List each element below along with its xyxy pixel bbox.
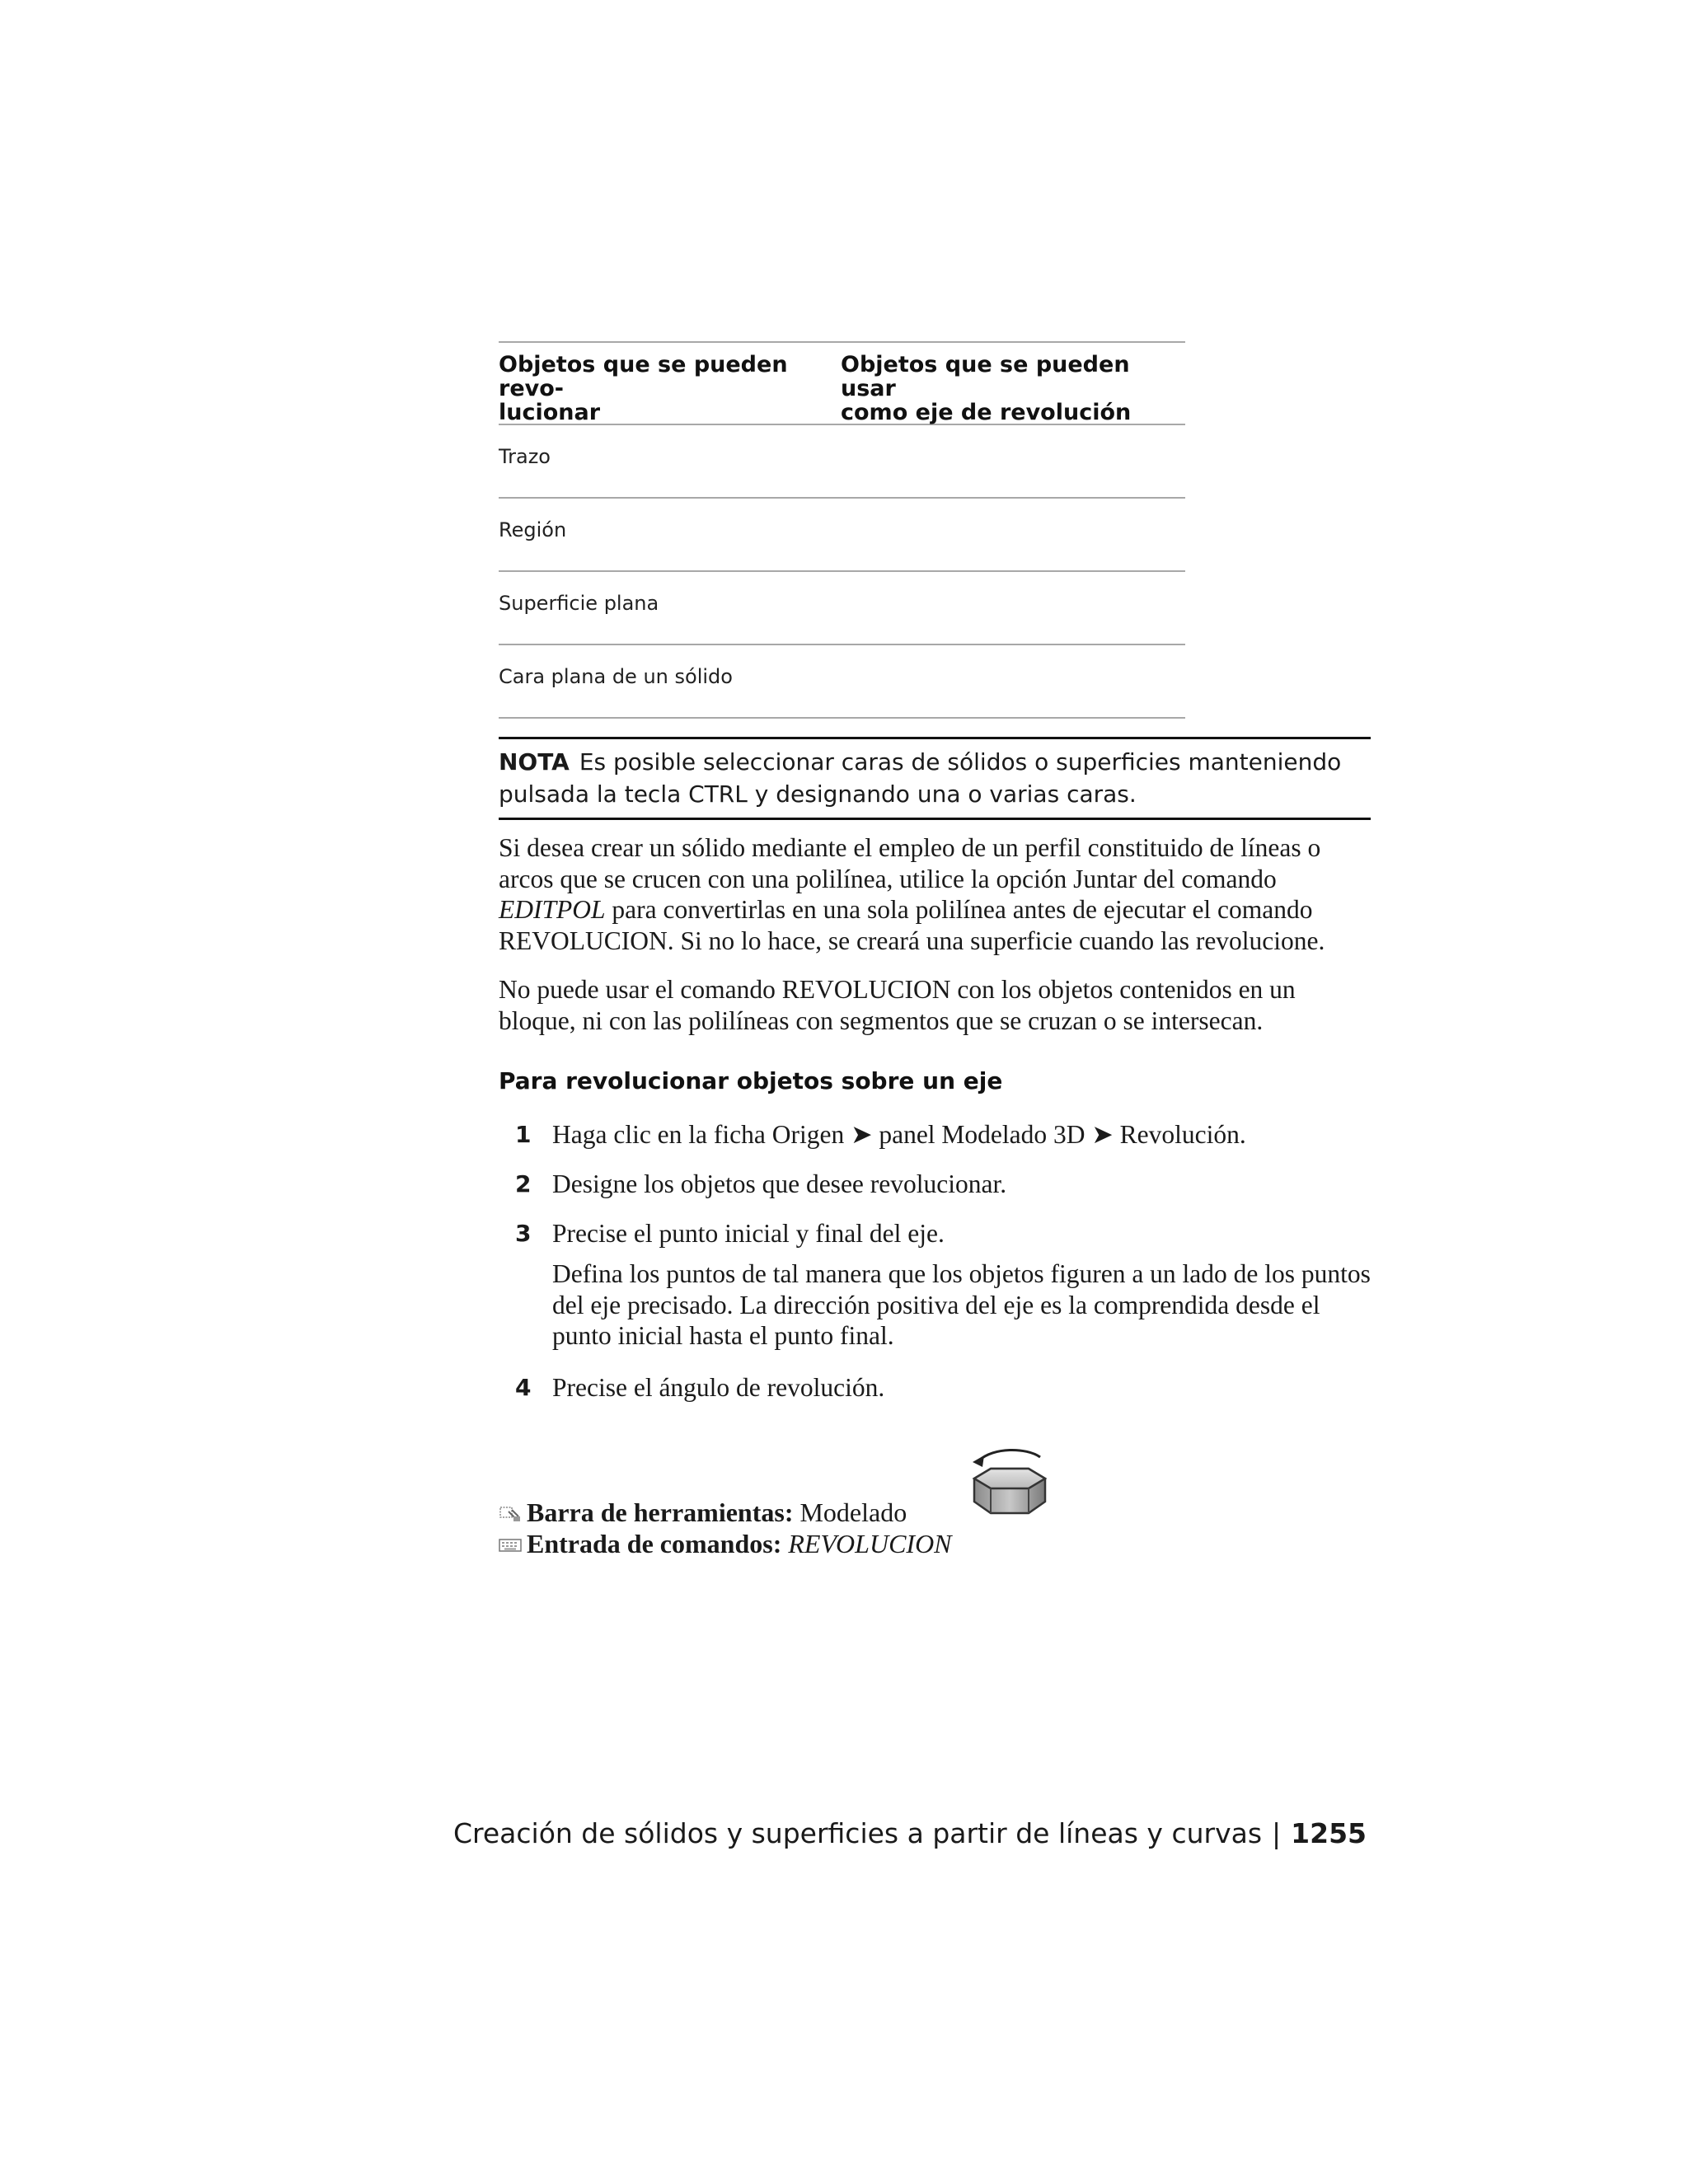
procedure-heading: Para revolucionar objetos sobre un eje xyxy=(499,1067,1003,1094)
objects-table xyxy=(499,341,1185,719)
table-header-text: Objetos que se pueden usar como eje de revolución xyxy=(841,352,1132,425)
table-row xyxy=(499,645,1185,717)
page-number: 1255 xyxy=(1291,1817,1367,1849)
step-number: 2 xyxy=(515,1170,532,1197)
step-number: 4 xyxy=(515,1374,532,1401)
toolbar-label: Barra de herramientas: xyxy=(527,1497,794,1527)
step-text: Precise el ángulo de revolución. xyxy=(552,1373,885,1402)
step-number: 3 xyxy=(515,1220,532,1247)
toolbar-value: Modelado xyxy=(799,1497,907,1527)
command-name: EDITPOL xyxy=(499,895,606,924)
step-text: Designe los objetos que desee revolucionar. xyxy=(552,1169,1007,1198)
step-text: Haga clic en la ficha Origen ➤ panel Modelado 3D ➤ Revolución. xyxy=(552,1120,1246,1149)
table-header-text: Objetos que se pueden revo- lucionar xyxy=(499,352,788,425)
note-box xyxy=(499,737,1371,820)
step-number: 1 xyxy=(515,1121,532,1148)
paragraph-editpol: Si desea crear un sólido mediante el empleo de un perfil constituido de líneas o arcos que se crucen con una polilínea, utilice la opción Juntar del comando EDITPOL para convertirlas en una sola polilínea antes de ejecutar el comando REVOLUCION. Si no lo hace, se creará una superficie cuando las revolucione. xyxy=(499,833,1325,955)
footer-title: Creación de sólidos y superficies a partir de líneas y curvas xyxy=(452,1817,1263,1849)
command-value: REVOLUCION xyxy=(788,1529,952,1558)
table-row xyxy=(499,425,1185,497)
toolbar-line xyxy=(499,1497,907,1528)
paragraph-restriction: No puede usar el comando REVOLUCION con los objetos contenidos en un bloque, ni con las polilíneas con segmentos que se cruzan o se intersecan. xyxy=(499,975,1296,1035)
table-row xyxy=(499,572,1185,644)
toolbar-icon xyxy=(499,1505,522,1523)
table-rule xyxy=(499,717,1185,719)
step-text: Precise el punto inicial y final del eje. xyxy=(552,1219,945,1248)
table-row xyxy=(499,499,1185,570)
table-cell: Superficie plana xyxy=(499,592,659,615)
keyboard-icon xyxy=(499,1536,522,1554)
note-label: NOTA xyxy=(499,748,570,776)
table-cell: Región xyxy=(499,518,567,541)
table-cell: Cara plana de un sólido xyxy=(499,665,733,688)
command-label: Entrada de comandos: xyxy=(527,1529,782,1558)
table-cell: Trazo xyxy=(499,445,551,468)
command-line xyxy=(499,1528,952,1559)
footer-separator: | xyxy=(1272,1817,1282,1849)
note-text: Es posible seleccionar caras de sólidos o superficies manteniendo pulsada la tecla CTRL y designando una o varias caras. xyxy=(499,748,1342,808)
table-header-col2 xyxy=(841,353,1185,424)
revolve-tool-icon xyxy=(964,1444,1053,1520)
table-header-col1 xyxy=(499,353,841,424)
page-footer xyxy=(453,1817,1367,1849)
table-header-row xyxy=(499,343,1185,424)
step-detail-text: Defina los puntos de tal manera que los objetos figuren a un lado de los puntos del eje precisado. La dirección positiva del eje es la comprendida desde el punto inicial hasta el punto final. xyxy=(552,1259,1371,1350)
